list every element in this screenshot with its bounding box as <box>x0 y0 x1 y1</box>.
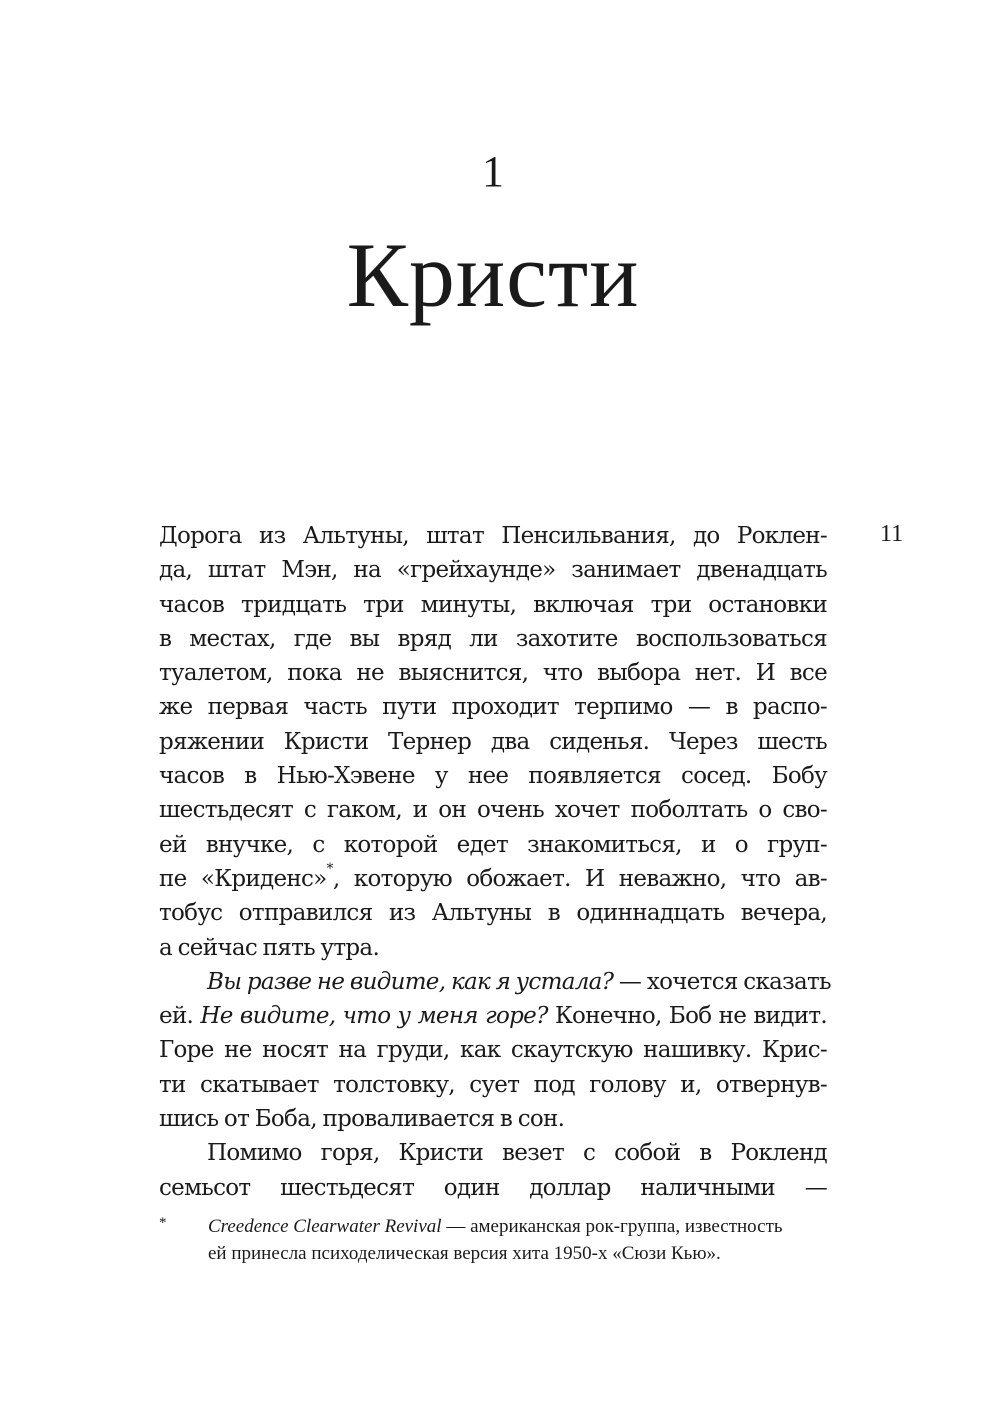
text-line: же первая часть пути проходит терпимо — в распо- <box>159 694 827 721</box>
chapter-title: Кристи <box>346 224 640 326</box>
text-line: ей внучке, с которой едет знакомиться, и о груп- <box>159 831 827 858</box>
text-line: Дорога из Альтуны, штат Пенсильвания, до Роклен- <box>159 523 827 549</box>
chapter-number: 1 <box>482 147 504 196</box>
text-line: в местах, где вы вряд ли захотите воспользоваться <box>159 625 827 652</box>
paragraph-1 <box>159 519 827 965</box>
text-segment: — американская рок-группа, известность <box>441 1216 783 1237</box>
text-segment: ей. <box>159 1003 201 1030</box>
footnote-line <box>208 1213 827 1240</box>
footnote <box>159 1213 827 1267</box>
paragraph-2 <box>159 965 831 1136</box>
footnote-mark: * <box>159 1215 167 1231</box>
text-line: а сейчас пять утра. <box>159 934 380 961</box>
text-line <box>159 965 831 999</box>
page-number: 11 <box>880 521 904 547</box>
footnote-band-name: Creedence Clearwater Revival <box>208 1216 442 1237</box>
body-text <box>159 519 831 1205</box>
footnote-text <box>208 1213 827 1267</box>
text-line: шестьдесят с гаком, и он очень хочет поболтать о сво- <box>159 797 827 824</box>
italic-text: Вы разве не видите, как я устала? <box>207 968 614 995</box>
text-line <box>159 999 827 1033</box>
paragraph-3 <box>159 1136 827 1205</box>
text-line: да, штат Мэн, на «грейхаунде» занимает двенадцать <box>159 557 827 584</box>
text-line: туалетом, пока не выяснится, что выбора нет. И все <box>159 660 827 687</box>
italic-text: Не видите, что у меня горе? <box>200 1003 548 1030</box>
footnote-reference[interactable]: * <box>326 860 333 877</box>
text-line: Помимо горя, Кристи везет с собой в Рокленд <box>207 1140 827 1167</box>
text-segment: , которую обожает. И неважно, что ав- <box>332 865 827 892</box>
text-line: ряжении Кристи Тернер два сиденья. Через шесть <box>159 728 827 755</box>
text-line: ти скатывает толстовку, сует под голову и, отвернув- <box>159 1071 827 1098</box>
text-line: часов тридцать три минуты, включая три остановки <box>159 591 827 618</box>
text-line: часов в Нью-Хэвене у нее появляется сосед. Бобу <box>159 763 827 790</box>
text-line: Горе не носят на груди, как скаутскую нашивку. Крис- <box>159 1037 827 1064</box>
text-line: шись от Боба, проваливается в сон. <box>159 1106 565 1133</box>
footnote-line: ей принесла психоделическая версия хита 1950-х «Сюзи Кью». <box>208 1243 721 1264</box>
text-line: тобус отправился из Альтуны в одиннадцать вечера, <box>159 900 827 927</box>
text-line: семьсот шестьдесят один доллар наличными — <box>159 1174 827 1201</box>
text-segment: Конечно, Боб не видит. <box>547 1003 827 1030</box>
text-segment: — хочется сказать <box>613 968 831 995</box>
text-segment: пе «Криденс» <box>159 865 327 892</box>
text-line <box>159 862 827 896</box>
